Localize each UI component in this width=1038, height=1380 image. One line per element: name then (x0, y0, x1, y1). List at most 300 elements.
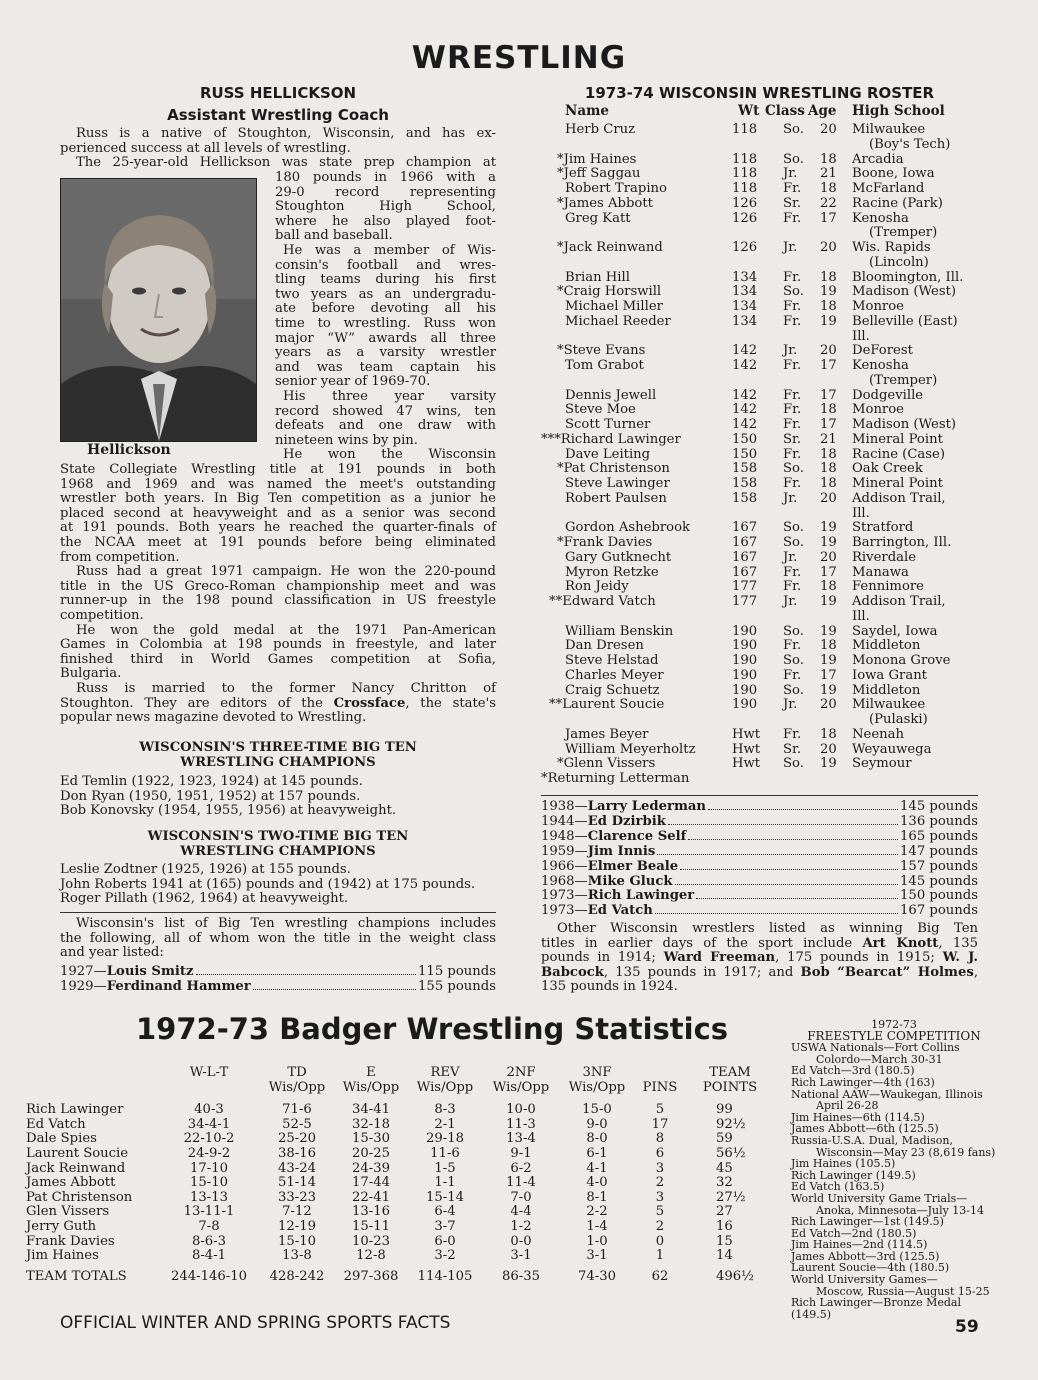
stat-cell: 25-20 (277, 1131, 317, 1147)
player-school: Addison Trail, (852, 594, 946, 609)
stat-cell: 6-0 (434, 1233, 456, 1249)
bio-line: 180 pounds in 1966 with a (275, 170, 496, 185)
roster-row (541, 241, 1001, 256)
roster-row (541, 757, 1001, 772)
player-age: 18 (820, 151, 837, 167)
freestyle-line: James Abbott—3rd (125.5) (791, 1249, 940, 1263)
stat-cell: 9-1 (510, 1145, 532, 1161)
two-time-heading (60, 830, 496, 859)
player-weight: Hwt (732, 741, 761, 757)
player-name: *Pat Christenson (557, 461, 670, 477)
stat-cell: 27 (716, 1204, 733, 1220)
player-class: Fr. (783, 446, 802, 462)
stat-cell: 5 (655, 1102, 665, 1118)
roster-header-row (541, 103, 981, 119)
stat-cell: 7-0 (510, 1189, 532, 1205)
player-weight: 167 (732, 564, 758, 580)
champion-entry (541, 800, 978, 815)
player-school: Madison (West) (852, 284, 957, 300)
player-age: 17 (820, 210, 837, 226)
stat-cell: 7-8 (198, 1218, 220, 1234)
column-header (634, 1066, 686, 1081)
roster-row (541, 344, 1001, 359)
player-name: Dan Dresen (565, 638, 644, 654)
bio-line: where he also played foot- (275, 213, 496, 229)
player-school: (Boy's Tech) (869, 136, 951, 152)
player-school: Iowa Grant (852, 667, 927, 683)
stat-cell: 8-0 (586, 1131, 608, 1147)
champion-weight: 147 pounds (900, 843, 978, 859)
bio-line: Bulgaria. (60, 666, 122, 682)
dot-leader (655, 913, 898, 914)
bio-line: two years as an undergradu- (275, 286, 496, 302)
stat-cell: 15-30 (351, 1131, 391, 1147)
player-age: 18 (820, 638, 837, 654)
table-row (26, 1235, 774, 1250)
player-weight: 158 (732, 476, 758, 491)
player-school: Dodgeville (852, 387, 924, 403)
player-weight: 167 (732, 549, 758, 565)
bio-line: popular news magazine devoted to Wrestling. (60, 710, 367, 726)
player-school: Kenosha (852, 210, 909, 226)
player-age: 18 (820, 299, 837, 314)
champion-year: 1973— (541, 888, 588, 904)
stat-cell: 34-4-1 (187, 1116, 231, 1132)
champion-weight: 157 pounds (900, 858, 978, 874)
roster-row (541, 595, 1001, 610)
bio-line: Stoughton High School, (275, 199, 496, 215)
champion-name: Ferdinand Hammer (106, 978, 251, 994)
player-school: Middleton (852, 638, 921, 654)
player-weight: 150 (732, 431, 758, 447)
stats-header-row (26, 1081, 774, 1096)
page-number: 59 (955, 1317, 979, 1337)
dot-leader (657, 854, 898, 855)
player-name: William Benskin (565, 623, 674, 639)
stat-cell: 15-10 (189, 1175, 229, 1191)
roster-continuation (541, 507, 1001, 522)
player-name: Brian Hill (565, 269, 630, 285)
coach-bio-intro (60, 127, 496, 171)
stats-header-row (26, 1066, 774, 1081)
stat-cell: 8-1 (586, 1189, 608, 1205)
player-weight: 134 (732, 284, 758, 300)
stat-cell: 38-16 (277, 1145, 317, 1161)
column-header: TEAM (709, 1065, 751, 1080)
divider (541, 795, 978, 796)
player-school: (Tremper) (869, 225, 938, 241)
freestyle-line: Rich Lawinger—1st (149.5) (791, 1215, 944, 1229)
dot-leader (253, 989, 416, 990)
bio-line: time to wrestling. Russ won (275, 315, 496, 331)
roster-row (541, 212, 1001, 227)
roster-row (541, 285, 1001, 300)
player-age: 18 (820, 402, 837, 418)
player-class: Fr. (783, 210, 802, 226)
stats-heading: 1972-73 Badger Wrestling Statistics (136, 1012, 729, 1046)
player-weight: 167 (732, 535, 758, 550)
three-time-heading-2: WRESTLING CHAMPIONS (180, 754, 376, 770)
player-age: 18 (820, 446, 837, 462)
column-header: 3NF (582, 1065, 612, 1080)
player-class: Jr. (783, 343, 798, 359)
stat-cell: 40-3 (194, 1102, 224, 1118)
champion-weight: 136 pounds (900, 813, 978, 829)
stat-cell: 99 (716, 1102, 733, 1118)
player-name: *Steve Evans (557, 343, 646, 359)
dot-leader (675, 884, 899, 885)
player-class: Fr. (783, 579, 802, 595)
header-wt: Wt (738, 103, 760, 119)
player-name: Herb Cruz (565, 122, 636, 137)
player-age: 17 (820, 358, 837, 373)
player-class: Jr. (783, 166, 798, 182)
player-class: Sr. (783, 195, 802, 211)
player-name: Dennis Jewell (565, 387, 657, 403)
player-class: Fr. (783, 417, 802, 432)
roster-row (541, 182, 1001, 197)
player-name: Robert Trapino (565, 181, 667, 196)
totals-cell: 428-242 (269, 1268, 325, 1284)
wrestler-name: Ed Vatch (26, 1116, 86, 1132)
three-time-heading-1: WISCONSIN'S THREE-TIME BIG TEN (139, 740, 417, 755)
player-school: Ill. (852, 505, 870, 521)
champion-weight: 145 pounds (900, 799, 978, 814)
player-class: Fr. (783, 269, 802, 285)
freestyle-line: World University Game Trials— (791, 1191, 968, 1205)
player-weight: 190 (732, 667, 758, 683)
stat-cell: 56½ (716, 1145, 746, 1161)
player-school: Belleville (East) (852, 313, 958, 329)
player-school: Boone, Iowa (852, 166, 935, 182)
roster-row (541, 654, 1001, 669)
player-age: 18 (820, 181, 837, 196)
three-time-heading (60, 741, 496, 770)
header-name: Name (565, 103, 609, 119)
dot-leader (680, 869, 898, 870)
column-subheader: Wis/Opp (568, 1079, 626, 1095)
player-name: Tom Grabot (565, 358, 644, 373)
player-school: Madison (West) (852, 417, 957, 432)
player-weight: 190 (732, 638, 758, 654)
player-class: Sr. (783, 741, 802, 757)
player-name: James Beyer (565, 726, 649, 742)
column-header: TD (287, 1065, 307, 1080)
player-weight: 167 (732, 520, 758, 536)
stat-cell: 59 (716, 1131, 733, 1147)
stat-cell: 13-4 (506, 1131, 536, 1147)
roster-row (541, 477, 1001, 492)
player-weight: 177 (732, 579, 758, 595)
totals-row (26, 1270, 774, 1285)
freestyle-line: Rich Lawinger—Bronze Medal (149.5) (791, 1296, 961, 1321)
player-age: 21 (820, 166, 837, 182)
champion-year: 1938— (541, 799, 588, 814)
player-school: Addison Trail, (852, 490, 946, 506)
freestyle-line: Jim Haines—2nd (114.5) (791, 1238, 928, 1252)
para-line (541, 966, 978, 981)
player-name: Charles Meyer (565, 667, 664, 683)
bio-line: at 191 pounds. Both years he reached the quarter-finals of (60, 520, 496, 536)
photo-caption: Hellickson (87, 442, 171, 458)
stat-cell: 11-4 (506, 1175, 536, 1191)
roster-row (541, 551, 1001, 566)
freestyle-line: Ed Vatch—2nd (180.5) (791, 1226, 917, 1240)
stat-cell: 1-4 (586, 1218, 608, 1234)
roster-table (541, 123, 981, 773)
player-class: Jr. (783, 240, 798, 255)
totals-label: TEAM TOTALS (26, 1268, 127, 1284)
bio-line: tling teams during his first (275, 272, 496, 288)
player-age: 20 (820, 240, 837, 255)
player-weight: Hwt (732, 726, 761, 742)
freestyle-line: Russia-U.S.A. Dual, Madison, (791, 1133, 953, 1147)
bio-line: perienced success at all levels of wrestling. (60, 140, 351, 156)
totals-cell: 62 (651, 1268, 669, 1284)
player-class: Jr. (783, 594, 798, 609)
intro-line: the following, all of whom won the title in the weight class (60, 930, 496, 946)
freestyle-line: Ed Vatch (163.5) (791, 1180, 885, 1194)
player-name: Ron Jeidy (565, 579, 629, 595)
bio-line: 29-0 record representing (275, 184, 496, 200)
stat-cell: 4-1 (586, 1160, 608, 1176)
column-header: E (366, 1065, 376, 1080)
player-class: Jr. (783, 549, 798, 565)
stat-cell: 15-10 (277, 1233, 317, 1249)
roster-row (541, 536, 1001, 551)
bio-line: nineteen wins by pin. (275, 432, 418, 448)
roster-row (541, 403, 1001, 418)
player-name: *Jack Reinwand (557, 240, 663, 255)
player-name: Michael Miller (565, 299, 663, 314)
column-subheader: Wis/Opp (492, 1079, 550, 1095)
wrestler-name: James Abbott (26, 1175, 116, 1191)
text: pounds in 1914; (541, 950, 664, 966)
player-class: So. (783, 682, 804, 698)
player-class: Jr. (783, 490, 798, 506)
player-weight: 190 (732, 623, 758, 639)
totals-cell: 74-30 (577, 1268, 617, 1284)
header-blank (26, 1066, 158, 1081)
player-class: So. (783, 284, 804, 300)
roster-row (541, 448, 1001, 463)
three-time-list (60, 775, 496, 819)
player-school: Kenosha (852, 358, 909, 373)
player-school: Saydel, Iowa (852, 623, 938, 639)
player-school: Mineral Point (852, 431, 943, 447)
player-name: Gary Gutknecht (565, 549, 672, 565)
player-weight: 126 (732, 240, 758, 255)
player-age: 17 (820, 564, 837, 580)
text: , 175 pounds in 1915; (775, 950, 943, 966)
player-name: *Jeff Saggau (557, 166, 641, 182)
player-school: Monona Grove (852, 653, 951, 668)
player-class: Fr. (783, 564, 802, 580)
player-name: William Meyerholtz (565, 741, 696, 757)
player-age: 18 (820, 726, 837, 742)
column-subheader: Wis/Opp (416, 1079, 474, 1095)
roster-continuation (541, 374, 1001, 389)
freestyle-line: Anoka, Minnesota—July 13-14 (816, 1203, 985, 1217)
roster-continuation (541, 713, 1001, 728)
champion-weight: 165 pounds (900, 828, 978, 844)
stat-cell: 92½ (716, 1116, 746, 1132)
stat-cell: 3-1 (586, 1248, 608, 1264)
bio-line (60, 697, 496, 712)
stat-cell: 3-7 (434, 1218, 456, 1234)
player-school: Arcadia (852, 151, 904, 167)
stat-cell: 10-0 (506, 1102, 536, 1118)
stat-cell: 1 (655, 1248, 665, 1264)
player-weight: 118 (732, 166, 758, 182)
player-class: So. (783, 535, 804, 550)
dot-leader (668, 824, 898, 825)
stat-cell: 4-4 (510, 1204, 532, 1220)
player-school: Seymour (852, 756, 912, 772)
player-age: 20 (820, 122, 837, 137)
player-school: Monroe (852, 402, 904, 418)
player-class: So. (783, 653, 804, 668)
champion-year: 1968— (541, 873, 588, 889)
player-age: 17 (820, 667, 837, 683)
stat-cell: 22-41 (351, 1189, 391, 1205)
stat-cell: 13-8 (282, 1248, 312, 1264)
roster-continuation (541, 226, 1001, 241)
stat-cell: 1-5 (434, 1160, 456, 1176)
freestyle-line: Rich Lawinger (149.5) (791, 1168, 916, 1182)
para-line: Other Wisconsin wrestlers listed as winning Big Ten (557, 921, 978, 936)
player-class: Fr. (783, 402, 802, 418)
player-class: Jr. (783, 697, 798, 713)
player-name: Michael Reeder (565, 313, 671, 329)
wrestler-name: Babcock (541, 964, 604, 980)
player-class: Sr. (783, 431, 802, 447)
stat-cell: 2-1 (434, 1116, 456, 1132)
table-row (26, 1191, 774, 1206)
roster-row (541, 433, 1001, 448)
bio-line: record showed 47 wins, ten (275, 403, 496, 419)
table-row (26, 1249, 774, 1264)
bio-line: wrestler both years. In Big Ten competition as a junior he (60, 491, 496, 507)
player-age: 18 (820, 579, 837, 595)
table-row (26, 1118, 774, 1133)
player-age: 19 (820, 682, 837, 698)
stat-cell: 0 (655, 1233, 665, 1249)
bio-line: State Collegiate Wrestling title at 191 pounds in both (60, 462, 496, 477)
player-age: 19 (820, 756, 837, 772)
stat-cell: 34-41 (351, 1102, 391, 1118)
roster-row (541, 167, 1001, 182)
stat-cell: 13-16 (351, 1204, 391, 1220)
dot-leader (196, 974, 417, 975)
freestyle-line: James Abbott—6th (125.5) (791, 1122, 939, 1136)
champion-entry (541, 830, 978, 845)
bio-line: Russ had a great 1971 campaign. He won the 220-pound (76, 564, 496, 580)
stat-cell: 20-25 (351, 1145, 391, 1161)
player-weight: 190 (732, 697, 758, 713)
stat-cell: 43-24 (277, 1160, 317, 1176)
para-line: 135 pounds in 1924. (541, 979, 678, 995)
stat-cell: 13-13 (189, 1189, 229, 1205)
roster-row (541, 566, 1001, 581)
freestyle-competition (786, 1019, 1002, 1320)
stat-cell: 8-4-1 (191, 1248, 227, 1264)
freestyle-heading: FREESTYLE COMPETITION (807, 1028, 981, 1043)
champions-left-list (60, 965, 496, 995)
text: , (973, 964, 979, 980)
freestyle-line: USWA Nationals—Fort Collins (791, 1041, 960, 1055)
column-header: 2NF (506, 1065, 536, 1080)
player-name: Gordon Ashebrook (565, 520, 691, 536)
roster-heading: 1973-74 WISCONSIN WRESTLING ROSTER (584, 84, 935, 102)
stat-cell: 2 (655, 1218, 665, 1234)
table-row (26, 1162, 774, 1177)
player-class: Fr. (783, 667, 802, 683)
player-name: Robert Paulsen (565, 490, 667, 506)
bio-last-post: , the state's (405, 695, 497, 711)
player-class: So. (783, 122, 804, 137)
player-weight: 177 (732, 594, 758, 609)
player-weight: 118 (732, 181, 758, 196)
table-row (26, 1176, 774, 1191)
player-age: 19 (820, 284, 837, 300)
list-item: John Roberts 1941 at (165) pounds and (1942) at 175 pounds. (60, 876, 476, 892)
wrestler-name: Pat Christenson (26, 1189, 133, 1205)
champion-name: Jim Innis (587, 843, 656, 859)
roster-row (541, 418, 1001, 433)
champion-name: Larry Lederman (587, 799, 707, 814)
player-school: Riverdale (852, 549, 917, 565)
player-name: Dave Leiting (565, 446, 651, 462)
player-age: 19 (820, 520, 837, 536)
stat-cell: 8 (655, 1131, 665, 1147)
player-age: 19 (820, 535, 837, 550)
bio-line: competition. (60, 607, 144, 623)
stat-cell: 27½ (716, 1189, 746, 1205)
stat-cell: 0-0 (510, 1233, 532, 1249)
champion-weight: 115 pounds (418, 964, 496, 979)
stat-cell: 11-6 (430, 1145, 460, 1161)
dot-leader (708, 809, 898, 810)
bio-line: the NCAA meet at 191 pounds before being eliminated (60, 534, 496, 550)
champion-year: 1966— (541, 858, 588, 874)
coach-portrait-image (61, 179, 256, 441)
stat-cell: 8-6-3 (191, 1233, 227, 1249)
player-age: 18 (820, 269, 837, 285)
roster-continuation (541, 330, 1001, 345)
table-row (26, 1147, 774, 1162)
totals-cell: 496½ (716, 1268, 754, 1284)
stat-cell: 1-1 (434, 1175, 456, 1191)
player-name: Steve Helstad (565, 653, 659, 668)
stat-cell: 6-1 (586, 1145, 608, 1161)
stat-cell: 13-11-1 (183, 1204, 235, 1220)
freestyle-line: National AAW—Waukegan, Illinois (791, 1087, 983, 1101)
dot-leader (688, 839, 898, 840)
roster-row (541, 462, 1001, 477)
player-name: *Craig Horswill (557, 284, 662, 300)
player-class: So. (783, 520, 804, 536)
bio-last-pre: Stoughton. They are editors of the (60, 695, 334, 711)
list-item: Don Ryan (1950, 1951, 1952) at 157 pounds. (60, 788, 361, 804)
wrestler-name: Frank Davies (26, 1233, 115, 1249)
stat-cell: 17-44 (351, 1175, 391, 1191)
bio-line: defeats and one draw with (275, 418, 496, 434)
player-age: 17 (820, 387, 837, 403)
champion-entry (541, 875, 978, 890)
roster-row (541, 271, 1001, 286)
list-item: Ed Temlin (1922, 1923, 1924) at 145 pounds. (60, 774, 363, 789)
